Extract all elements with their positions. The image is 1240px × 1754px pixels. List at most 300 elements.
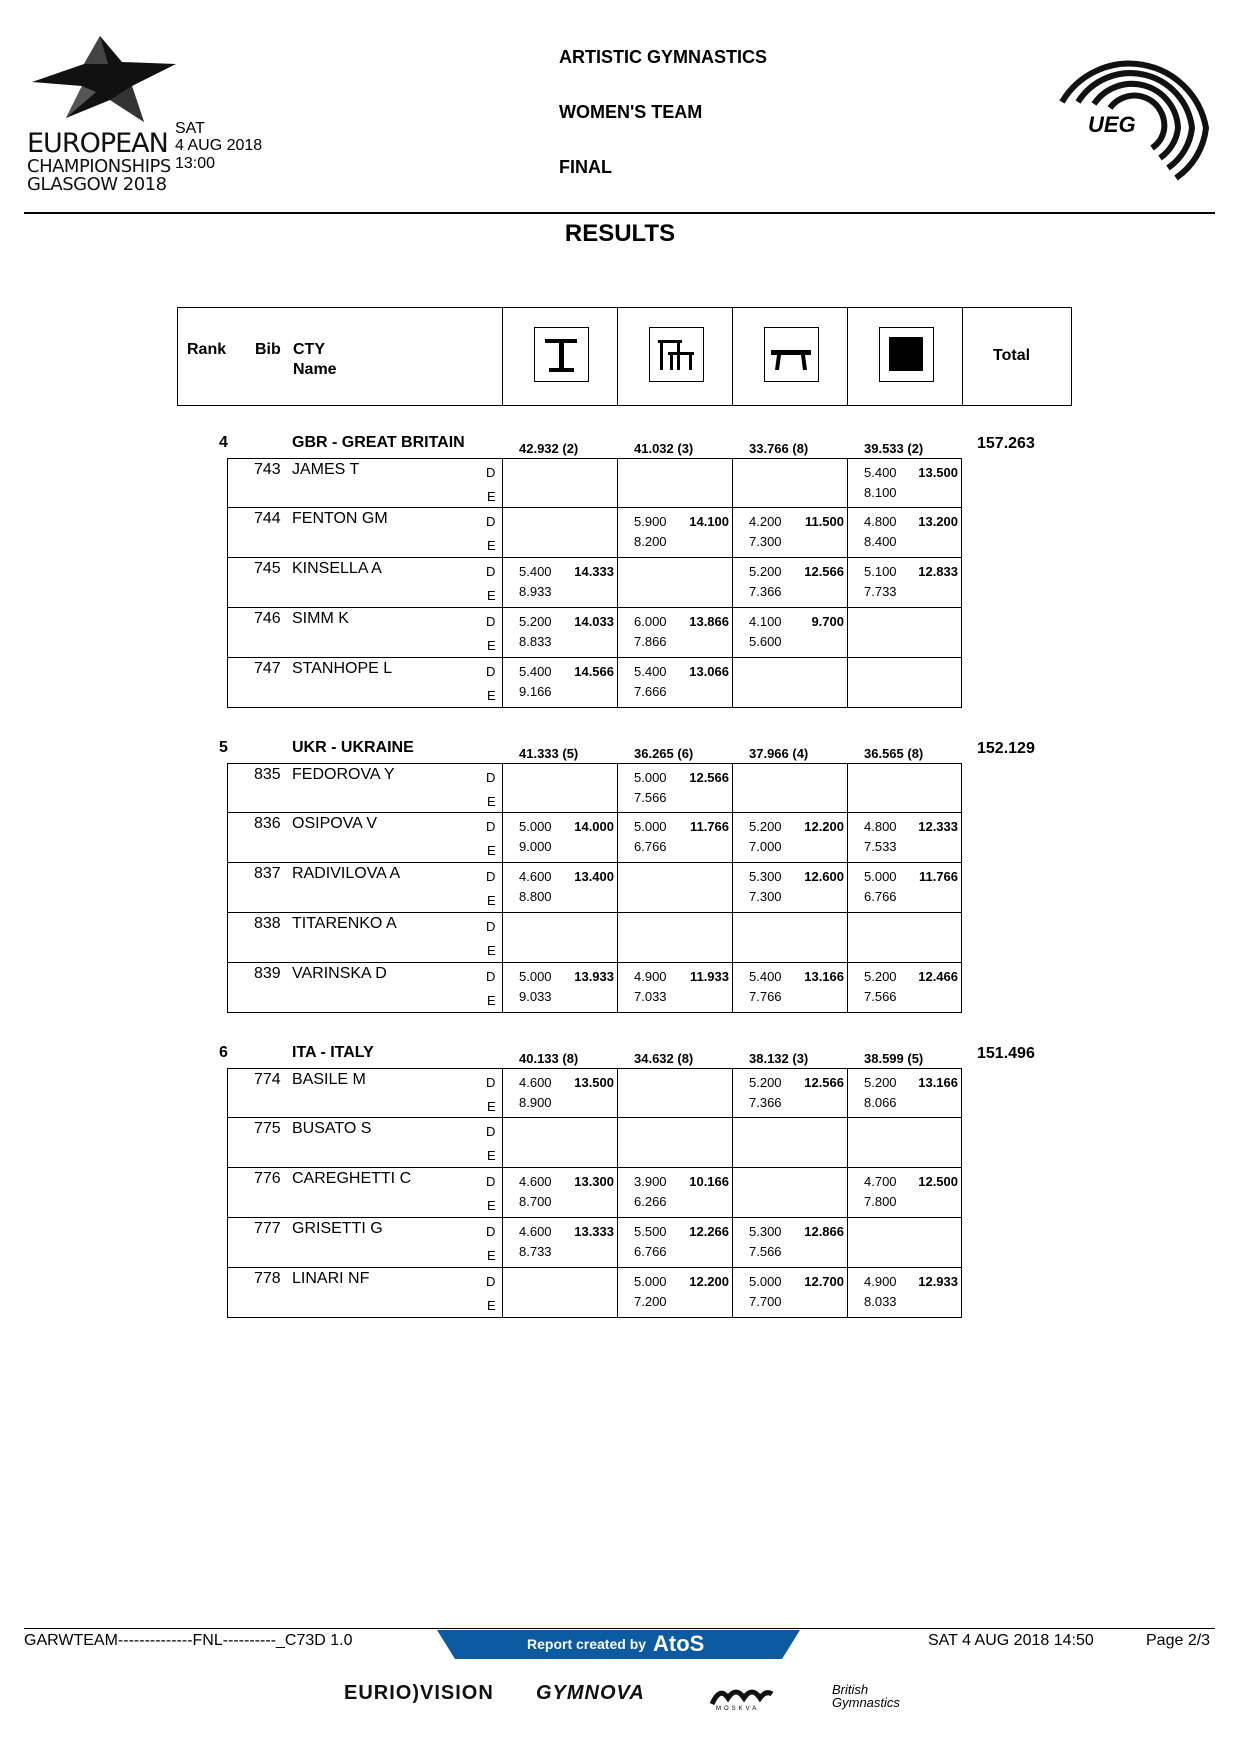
e-score: 7.566	[864, 989, 897, 1004]
final-score: 12.266	[689, 1224, 729, 1239]
score-cell	[502, 863, 617, 913]
team-total: 152.129	[977, 740, 1035, 757]
final-score: 10.166	[689, 1174, 729, 1189]
e-label: E	[487, 489, 496, 504]
gymnast-grid	[227, 1068, 962, 1318]
gymnova-logo: GYMNOVA	[536, 1682, 645, 1704]
d-label: D	[486, 514, 496, 529]
score-cell	[617, 1118, 732, 1168]
gymnast-row	[227, 1118, 502, 1168]
gymnast-row	[227, 1168, 502, 1218]
e-score: 6.766	[634, 1244, 667, 1259]
final-score: 12.866	[804, 1224, 844, 1239]
gymnast-row	[227, 1218, 502, 1268]
final-score: 12.200	[689, 1274, 729, 1289]
team-apparatus-score: 40.133 (8)	[519, 1051, 579, 1066]
score-cell	[732, 963, 847, 1013]
d-score: 5.400	[519, 664, 552, 679]
vault-icon	[534, 327, 589, 382]
e-label: E	[487, 1198, 496, 1213]
e-score: 6.766	[634, 839, 667, 854]
team-apparatus-score: 38.599 (5)	[864, 1051, 924, 1066]
gymnast-bib: 743	[254, 461, 281, 478]
gymnast-bib: 776	[254, 1170, 281, 1187]
score-cell	[847, 658, 962, 708]
gymnast-bib: 744	[254, 510, 281, 527]
e-score: 7.366	[749, 1095, 782, 1110]
d-label: D	[486, 1075, 496, 1090]
team-apparatus-score: 39.533 (2)	[864, 441, 924, 456]
gymnast-bib: 777	[254, 1220, 281, 1237]
score-cell	[617, 1218, 732, 1268]
gymnast-bib: 835	[254, 766, 281, 783]
d-score: 4.800	[864, 819, 897, 834]
gymnast-bib: 775	[254, 1120, 281, 1137]
d-label: D	[486, 869, 496, 884]
score-cell	[732, 1068, 847, 1118]
e-score: 8.066	[864, 1095, 897, 1110]
gymnast-row	[227, 913, 502, 963]
d-score: 4.200	[749, 514, 782, 529]
team-rank: 4	[219, 434, 228, 451]
score-cell	[732, 863, 847, 913]
team-apparatus-score: 42.932 (2)	[519, 441, 579, 456]
uneven-bars-icon	[649, 327, 704, 382]
final-score: 12.500	[918, 1174, 958, 1189]
gymnast-row	[227, 1068, 502, 1118]
e-label: E	[487, 1298, 496, 1313]
gymnast-bib: 836	[254, 815, 281, 832]
cty-header: CTY	[293, 341, 325, 358]
score-cell	[502, 1168, 617, 1218]
d-label: D	[486, 564, 496, 579]
sport-title: ARTISTIC GYMNASTICS	[559, 47, 768, 67]
score-cell	[847, 763, 962, 813]
score-cell	[847, 1218, 962, 1268]
score-cell	[502, 558, 617, 608]
gymnast-name: LINARI NF	[292, 1270, 370, 1287]
final-score: 12.933	[918, 1274, 958, 1289]
gymnast-bib: 839	[254, 965, 281, 982]
score-cell	[847, 813, 962, 863]
e-score: 7.000	[749, 839, 782, 854]
score-cell	[502, 1068, 617, 1118]
e-label: E	[487, 538, 496, 553]
score-cell	[732, 1268, 847, 1318]
event-day: SAT	[175, 120, 205, 137]
team-apparatus-score: 41.032 (3)	[634, 441, 694, 456]
score-cell	[847, 508, 962, 558]
gymnast-name: FEDOROVA Y	[292, 766, 395, 783]
final-score: 14.000	[574, 819, 614, 834]
final-score: 12.700	[804, 1274, 844, 1289]
score-cell	[617, 658, 732, 708]
logo-line-2: CHAMPIONSHIPS	[27, 156, 171, 177]
e-score: 6.266	[634, 1194, 667, 1209]
score-cell	[732, 813, 847, 863]
gymnast-name: BUSATO S	[292, 1120, 372, 1137]
score-cell	[732, 1218, 847, 1268]
d-label: D	[486, 919, 496, 934]
score-cell	[502, 913, 617, 963]
d-score: 5.400	[634, 664, 667, 679]
team-name: ITA - ITALY	[292, 1044, 374, 1061]
gymnast-bib: 745	[254, 560, 281, 577]
score-cell	[732, 1118, 847, 1168]
final-score: 14.033	[574, 614, 614, 629]
e-score: 8.833	[519, 634, 552, 649]
d-score: 5.200	[864, 969, 897, 984]
e-label: E	[487, 993, 496, 1008]
name-header: Name	[293, 361, 337, 378]
score-cell	[847, 913, 962, 963]
final-score: 12.566	[804, 1075, 844, 1090]
d-score: 4.600	[519, 869, 552, 884]
d-label: D	[486, 614, 496, 629]
score-cell	[847, 1168, 962, 1218]
header-divider	[24, 212, 1215, 214]
e-score: 7.200	[634, 1294, 667, 1309]
d-score: 5.000	[634, 770, 667, 785]
score-cell	[617, 913, 732, 963]
final-score: 13.166	[918, 1075, 958, 1090]
final-score: 11.766	[689, 819, 729, 834]
gymnast-row	[227, 458, 502, 508]
e-score: 8.800	[519, 889, 552, 904]
floor-icon	[879, 327, 934, 382]
score-cell	[502, 658, 617, 708]
score-cell	[732, 558, 847, 608]
score-cell	[502, 1218, 617, 1268]
gymnast-bib: 838	[254, 915, 281, 932]
final-score: 12.833	[918, 564, 958, 579]
gymnast-name: GRISETTI G	[292, 1220, 383, 1237]
d-score: 4.900	[634, 969, 667, 984]
team-rank: 6	[219, 1044, 228, 1061]
gymnast-name: FENTON GM	[292, 510, 388, 527]
e-score: 7.733	[864, 584, 897, 599]
gymnast-row	[227, 763, 502, 813]
d-score: 5.500	[634, 1224, 667, 1239]
d-score: 5.200	[749, 819, 782, 834]
e-score: 5.600	[749, 634, 782, 649]
d-score: 4.900	[864, 1274, 897, 1289]
final-score: 11.933	[689, 969, 729, 984]
e-score: 7.533	[864, 839, 897, 854]
final-score: 13.866	[689, 614, 729, 629]
e-score: 7.866	[634, 634, 667, 649]
d-score: 4.700	[864, 1174, 897, 1189]
final-score: 13.500	[918, 465, 958, 480]
e-score: 7.766	[749, 989, 782, 1004]
final-score: 12.566	[689, 770, 729, 785]
moskva-logo-text: MOSKVA	[716, 1706, 760, 1712]
team-apparatus-score: 36.565 (8)	[864, 746, 924, 761]
e-score: 7.566	[749, 1244, 782, 1259]
score-cell	[847, 963, 962, 1013]
e-score: 7.800	[864, 1194, 897, 1209]
gymnast-name: BASILE M	[292, 1071, 366, 1088]
gymnast-row	[227, 508, 502, 558]
e-score: 9.033	[519, 989, 552, 1004]
d-score: 5.000	[634, 819, 667, 834]
e-score: 7.033	[634, 989, 667, 1004]
score-cell	[502, 813, 617, 863]
team-apparatus-score: 34.632 (8)	[634, 1051, 694, 1066]
e-score: 8.200	[634, 534, 667, 549]
e-label: E	[487, 1099, 496, 1114]
team-rank: 5	[219, 739, 228, 756]
e-score: 8.933	[519, 584, 552, 599]
logo-line-3: GLASGOW 2018	[27, 174, 167, 195]
score-cell	[502, 763, 617, 813]
score-cell	[732, 913, 847, 963]
e-score: 7.300	[749, 534, 782, 549]
e-score: 7.366	[749, 584, 782, 599]
d-label: D	[486, 770, 496, 785]
score-cell	[502, 458, 617, 508]
final-score: 13.400	[574, 869, 614, 884]
score-cell	[617, 608, 732, 658]
final-score: 13.200	[918, 514, 958, 529]
gymnast-row	[227, 558, 502, 608]
score-cell	[617, 813, 732, 863]
score-cell	[732, 658, 847, 708]
d-score: 5.000	[519, 819, 552, 834]
e-label: E	[487, 943, 496, 958]
team-block	[0, 434, 1240, 714]
report-created-by: Report created by	[527, 1636, 647, 1652]
gymnast-name: SIMM K	[292, 610, 349, 627]
d-score: 4.600	[519, 1174, 552, 1189]
gymnast-row	[227, 813, 502, 863]
total-header: Total	[993, 347, 1031, 364]
e-score: 8.400	[864, 534, 897, 549]
e-label: E	[487, 1148, 496, 1163]
final-score: 12.566	[804, 564, 844, 579]
score-cell	[502, 1118, 617, 1168]
e-label: E	[487, 688, 496, 703]
d-label: D	[486, 819, 496, 834]
team-name: UKR - UKRAINE	[292, 739, 414, 756]
gymnast-name: VARINSKA D	[292, 965, 387, 982]
event-title: WOMEN'S TEAM	[559, 102, 703, 122]
score-cell	[847, 1068, 962, 1118]
score-cell	[617, 1268, 732, 1318]
score-cell	[847, 558, 962, 608]
score-cell	[502, 963, 617, 1013]
e-score: 8.100	[864, 485, 897, 500]
gymnast-row	[227, 658, 502, 708]
d-label: D	[486, 1124, 496, 1139]
ueg-logo-text: UEG	[1088, 112, 1136, 137]
score-cell	[847, 1118, 962, 1168]
d-score: 4.600	[519, 1224, 552, 1239]
final-score: 13.500	[574, 1075, 614, 1090]
team-apparatus-score: 41.333 (5)	[519, 746, 579, 761]
gymnast-row	[227, 608, 502, 658]
score-cell	[617, 1068, 732, 1118]
score-cell	[732, 763, 847, 813]
final-score: 12.200	[804, 819, 844, 834]
d-score: 4.800	[864, 514, 897, 529]
final-score: 12.333	[918, 819, 958, 834]
bib-header: Bib	[255, 341, 281, 358]
logo-line-1: EUROPEAN	[27, 128, 168, 159]
d-label: D	[486, 465, 496, 480]
final-score: 14.100	[689, 514, 729, 529]
star-emblem-icon	[26, 34, 176, 129]
team-block	[0, 1044, 1240, 1324]
score-cell	[732, 458, 847, 508]
gymnast-bib: 747	[254, 660, 281, 677]
d-score: 5.900	[634, 514, 667, 529]
d-score: 5.000	[749, 1274, 782, 1289]
final-score: 9.700	[811, 614, 844, 629]
e-score: 8.900	[519, 1095, 552, 1110]
score-cell	[732, 508, 847, 558]
results-title: RESULTS	[564, 220, 676, 247]
d-score: 5.000	[864, 869, 897, 884]
score-cell	[617, 763, 732, 813]
final-score: 12.600	[804, 869, 844, 884]
d-score: 5.200	[519, 614, 552, 629]
atos-logo: AtoS	[653, 1631, 705, 1656]
team-apparatus-score: 36.265 (6)	[634, 746, 694, 761]
e-score: 8.033	[864, 1294, 897, 1309]
d-score: 6.000	[634, 614, 667, 629]
e-score: 6.766	[864, 889, 897, 904]
e-label: E	[487, 588, 496, 603]
d-label: D	[486, 664, 496, 679]
balance-beam-icon	[764, 327, 819, 382]
d-score: 5.000	[634, 1274, 667, 1289]
gymnast-grid	[227, 458, 962, 708]
gymnast-name: KINSELLA A	[292, 560, 382, 577]
gymnast-name: TITARENKO A	[292, 915, 397, 932]
final-score: 14.333	[574, 564, 614, 579]
ueg-arcs-icon	[1056, 50, 1216, 190]
d-label: D	[486, 1274, 496, 1289]
team-total: 151.496	[977, 1045, 1035, 1062]
e-score: 9.000	[519, 839, 552, 854]
gymnast-row	[227, 1268, 502, 1318]
gymnast-name: CAREGHETTI C	[292, 1170, 412, 1187]
d-score: 5.400	[749, 969, 782, 984]
score-cell	[617, 963, 732, 1013]
d-score: 3.900	[634, 1174, 667, 1189]
d-score: 5.300	[749, 1224, 782, 1239]
e-label: E	[487, 1248, 496, 1263]
event-time: 13:00	[175, 155, 216, 172]
gymnast-row	[227, 863, 502, 913]
d-score: 5.400	[864, 465, 897, 480]
final-score: 13.166	[804, 969, 844, 984]
eurovision-logo: EURIO)VISION	[344, 1682, 494, 1704]
d-label: D	[486, 1174, 496, 1189]
score-cell	[502, 1268, 617, 1318]
d-label: D	[486, 1224, 496, 1239]
score-cell	[847, 863, 962, 913]
team-name: GBR - GREAT BRITAIN	[292, 434, 465, 451]
d-score: 5.100	[864, 564, 897, 579]
e-label: E	[487, 893, 496, 908]
gymnast-name: OSIPOVA V	[292, 815, 378, 832]
gymnast-bib: 746	[254, 610, 281, 627]
gymnast-row	[227, 963, 502, 1013]
d-score: 5.200	[749, 1075, 782, 1090]
team-block	[0, 739, 1240, 1019]
gymnast-grid	[227, 763, 962, 1013]
e-score: 8.733	[519, 1244, 552, 1259]
score-cell	[617, 863, 732, 913]
final-score: 12.466	[918, 969, 958, 984]
score-cell	[502, 508, 617, 558]
report-code: GARWTEAM--------------FNL----------_C73D 1.0	[24, 1632, 353, 1649]
british-gymnastics-logo: British Gymnastics	[832, 1682, 900, 1710]
e-score: 7.300	[749, 889, 782, 904]
score-cell	[617, 1168, 732, 1218]
final-score: 13.333	[574, 1224, 614, 1239]
e-label: E	[487, 843, 496, 858]
final-score: 11.766	[918, 869, 958, 884]
d-score: 5.000	[519, 969, 552, 984]
d-score: 5.200	[864, 1075, 897, 1090]
score-cell	[617, 508, 732, 558]
team-apparatus-score: 38.132 (3)	[749, 1051, 809, 1066]
d-score: 5.200	[749, 564, 782, 579]
gymnast-bib: 774	[254, 1071, 281, 1088]
e-score: 7.566	[634, 790, 667, 805]
moskva-logo	[710, 1684, 774, 1718]
team-apparatus-score: 37.966 (4)	[749, 746, 809, 761]
gymnast-name: STANHOPE L	[292, 660, 393, 677]
report-datetime: SAT 4 AUG 2018 14:50	[928, 1632, 1094, 1649]
score-cell	[847, 1268, 962, 1318]
score-cell	[732, 608, 847, 658]
e-label: E	[487, 638, 496, 653]
gymnast-name: RADIVILOVA A	[292, 865, 401, 882]
score-cell	[617, 558, 732, 608]
final-score: 11.500	[804, 514, 844, 529]
rank-header: Rank	[187, 341, 227, 358]
e-score: 7.700	[749, 1294, 782, 1309]
event-date: 4 AUG 2018	[175, 137, 263, 154]
score-cell	[502, 608, 617, 658]
e-score: 8.700	[519, 1194, 552, 1209]
score-cell	[847, 608, 962, 658]
e-label: E	[487, 794, 496, 809]
gymnast-bib: 778	[254, 1270, 281, 1287]
final-score: 13.066	[689, 664, 729, 679]
d-label: D	[486, 969, 496, 984]
final-score: 13.300	[574, 1174, 614, 1189]
team-apparatus-score: 33.766 (8)	[749, 441, 809, 456]
score-cell	[847, 458, 962, 508]
phase-title: FINAL	[559, 157, 612, 177]
d-score: 4.600	[519, 1075, 552, 1090]
team-total: 157.263	[977, 435, 1035, 452]
e-score: 9.166	[519, 684, 552, 699]
page-number: Page 2/3	[1146, 1632, 1211, 1649]
final-score: 13.933	[574, 969, 614, 984]
d-score: 4.100	[749, 614, 782, 629]
score-cell	[732, 1168, 847, 1218]
final-score: 14.566	[574, 664, 614, 679]
e-score: 7.666	[634, 684, 667, 699]
d-score: 5.400	[519, 564, 552, 579]
atos-banner	[437, 1630, 800, 1659]
